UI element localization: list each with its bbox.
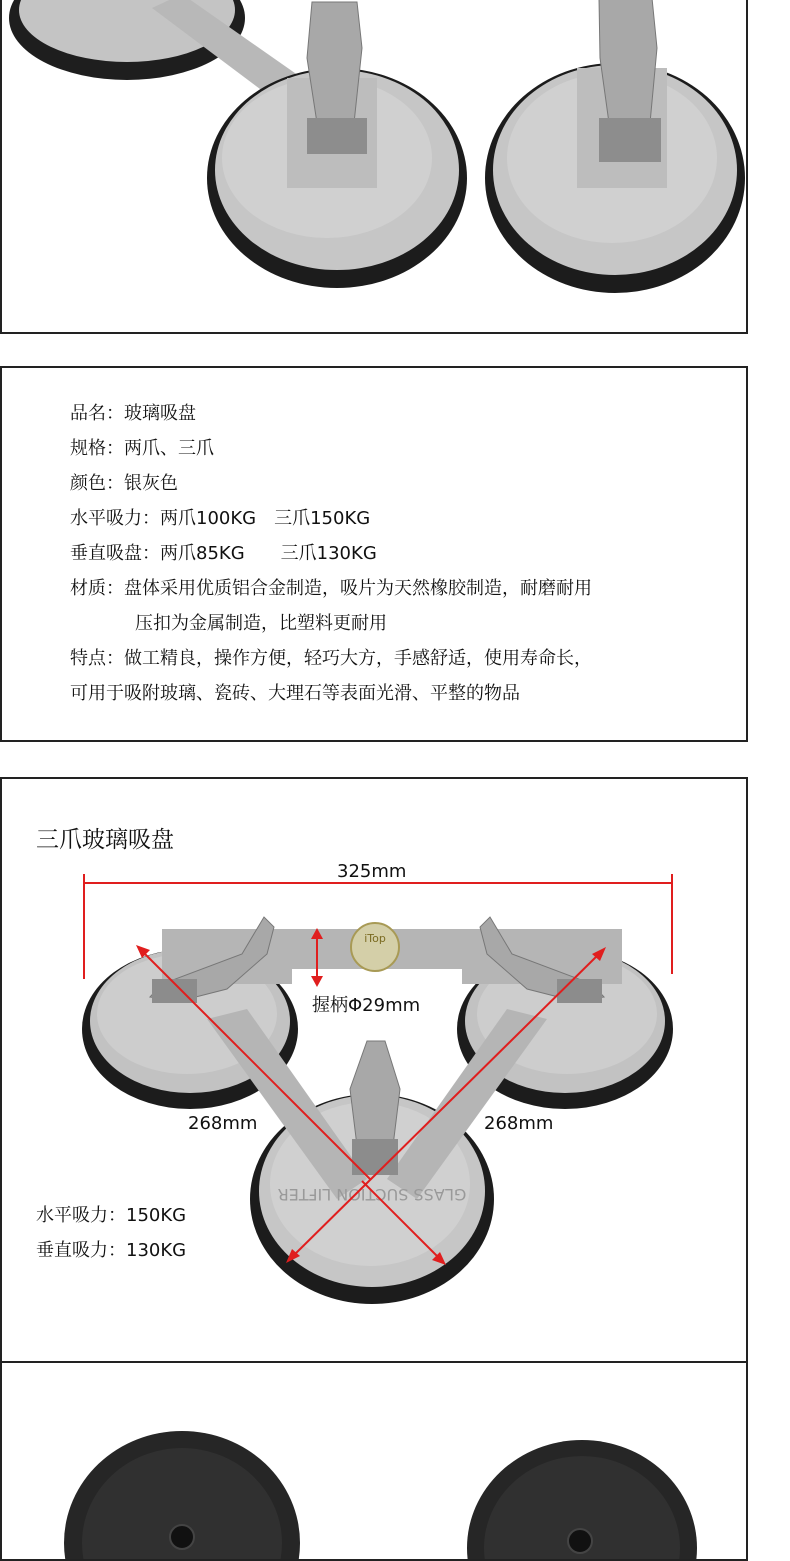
vertical-force-label: 垂直吸力：130KG <box>36 1240 187 1261</box>
rubber-underside-photo-panel <box>0 1361 748 1561</box>
spec-material-continued: 压扣为金属制造，比塑料更耐用 <box>135 613 387 634</box>
two-claw-suction-cup-illustration <box>2 0 748 334</box>
specifications-panel <box>0 366 748 742</box>
spec-size: 规格：两爪、三爪 <box>70 438 214 459</box>
brand-logo: iTop <box>364 932 386 945</box>
spec-color: 颜色：银灰色 <box>70 473 178 494</box>
three-claw-dimension-panel <box>0 777 748 1363</box>
width-label: 325mm <box>337 861 407 882</box>
cup-engraving: GLASS SUCTION LIFTER <box>277 1185 467 1204</box>
two-claw-photo-panel <box>0 0 748 334</box>
left-diagonal-label: 268mm <box>188 1113 258 1134</box>
handle-diameter-label: 握柄Φ29mm <box>312 995 421 1016</box>
spec-features-continued: 可用于吸附玻璃、瓷砖、大理石等表面光滑、平整的物品 <box>70 683 520 704</box>
rubber-pads-illustration <box>2 1363 748 1561</box>
spec-horizontal-force: 水平吸力：两爪100KG 三爪150KG <box>70 508 371 529</box>
three-claw-title: 三爪玻璃吸盘 <box>36 827 174 853</box>
right-diagonal-label: 268mm <box>484 1113 554 1134</box>
spec-features: 特点：做工精良，操作方便，轻巧大方，手感舒适，使用寿命长， <box>70 648 592 669</box>
horizontal-force-label: 水平吸力：150KG <box>36 1205 187 1226</box>
spec-name: 品名：玻璃吸盘 <box>70 403 196 424</box>
spec-list <box>70 396 592 711</box>
spec-material: 材质：盘体采用优质铝合金制造，吸片为天然橡胶制造，耐磨耐用 <box>70 578 592 599</box>
spec-vertical-force: 垂直吸盘：两爪85KG 三爪130KG <box>70 543 377 564</box>
